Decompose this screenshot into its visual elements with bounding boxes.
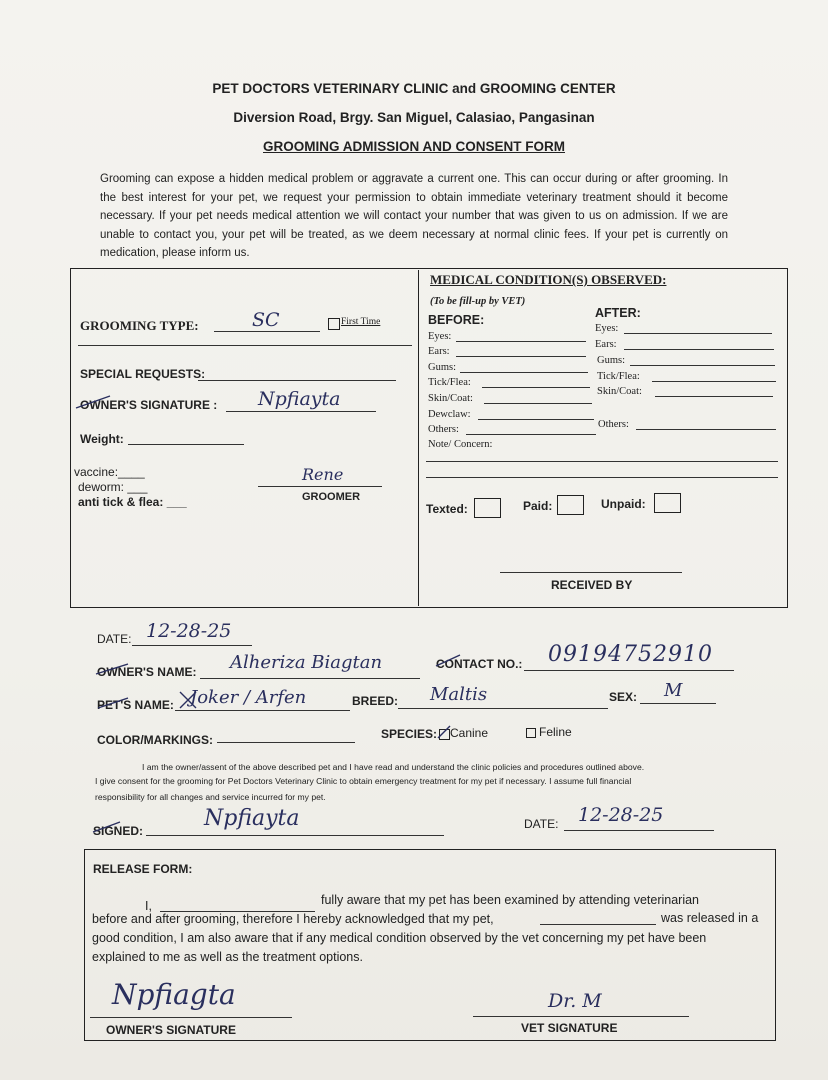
contact-value[interactable]: 09194752910: [548, 642, 713, 667]
release-text-3: good condition, I am also aware that if any medical condition observed by the vet concerning my pet have been: [92, 931, 707, 945]
release-text-2b: was released in a: [661, 911, 759, 925]
sex-value[interactable]: M: [664, 680, 683, 701]
clinic-name: PET DOCTORS VETERINARY CLINIC and GROOMING CENTER: [212, 81, 616, 96]
owner-signature-value[interactable]: Npfiayta: [258, 388, 341, 410]
after-label: AFTER:: [595, 306, 641, 320]
consent-line-3: responsibility for all changes and service incurred for my pet.: [95, 792, 326, 802]
clinic-address: Diversion Road, Brgy. San Miguel, Calasiao, Pangasinan: [233, 110, 595, 125]
after-item: Ears:: [595, 339, 617, 350]
after-item: Skin/Coat:: [597, 386, 642, 397]
after-item: Tick/Flea:: [597, 371, 640, 382]
received-by-label: RECEIVED BY: [551, 578, 633, 592]
before-item: Skin/Coat:: [428, 393, 473, 404]
release-owner-signature[interactable]: Npfiagta: [112, 978, 236, 1011]
before-item: Dewclaw:: [428, 409, 471, 420]
after-item: Eyes:: [595, 323, 619, 334]
before-item: Tick/Flea:: [428, 377, 471, 388]
consent-line-1: I am the owner/assent of the above described pet and I have read and understand the clinic policies and procedures outlined above.: [142, 762, 645, 772]
signed-value[interactable]: Npfiayta: [204, 806, 300, 831]
breed-value[interactable]: Maltis: [430, 684, 488, 705]
canine-label: Canine: [450, 726, 489, 740]
deworm-label: deworm: ___: [78, 480, 148, 494]
species-label: SPECIES:: [381, 727, 438, 741]
date-value[interactable]: 12-28-25: [146, 620, 232, 642]
medical-title: MEDICAL CONDITION(S) OBSERVED:: [430, 272, 667, 287]
before-item: Ears:: [428, 346, 450, 357]
owner-signature-label: OWNER'S SIGNATURE :: [80, 398, 218, 412]
date-label: DATE:: [97, 632, 132, 646]
form-title: GROOMING ADMISSION AND CONSENT FORM: [263, 139, 565, 154]
medical-subtitle: (To be fill-up by VET): [430, 296, 526, 307]
release-title: RELEASE FORM:: [93, 862, 193, 876]
release-text-4: explained to me as well as the treatment options.: [92, 950, 363, 964]
before-item: Others:: [428, 424, 459, 435]
vaccine-label: vaccine:____: [74, 465, 145, 479]
consent-date-value[interactable]: 12-28-25: [578, 804, 664, 826]
release-i-label: I,: [145, 899, 152, 913]
sex-label: SEX:: [609, 690, 638, 704]
pet-name-label: PET'S NAME:: [97, 698, 174, 712]
after-item: Others:: [598, 419, 629, 430]
breed-label: BREED:: [352, 694, 399, 708]
weight-label: Weight:: [80, 432, 124, 446]
owner-name-label: OWNER'S NAME:: [97, 665, 197, 679]
consent-line-2: I give consent for the grooming for Pet Doctors Veterinary Clinic to obtain emergency treatment for my pet if necessary. I assume full financial: [95, 776, 632, 786]
vet-sig-label: VET SIGNATURE: [521, 1021, 618, 1035]
grooming-type-value[interactable]: SC: [252, 309, 280, 331]
after-item: Gums:: [597, 355, 626, 366]
unpaid-label: Unpaid:: [601, 497, 646, 511]
first-time-label: First Time: [341, 317, 381, 327]
signed-label: SIGNED:: [93, 824, 144, 838]
release-text-1: fully aware that my pet has been examined by attending veterinarian: [321, 893, 700, 907]
contact-label: CONTACT NO.:: [436, 657, 523, 671]
owner-sig-label: OWNER'S SIGNATURE: [106, 1023, 236, 1037]
release-vet-signature[interactable]: Dr. M: [548, 990, 602, 1012]
texted-label: Texted:: [426, 502, 468, 516]
release-text-2a: before and after grooming, therefore I hereby acknowledged that my pet,: [92, 912, 494, 926]
paid-label: Paid:: [523, 499, 553, 513]
grooming-type-label: GROOMING TYPE:: [80, 318, 199, 333]
color-markings-label: COLOR/MARKINGS:: [97, 733, 213, 747]
groomer-value[interactable]: Rene: [302, 465, 344, 484]
special-requests-label: SPECIAL REQUESTS:: [80, 367, 206, 381]
intro-paragraph: Grooming can expose a hidden medical problem or aggravate a current one. This can occur during or after grooming. In the best interest for your pet, we request your permission to obtain immediate veterinary treatment should it become necessary. If your pet needs medical attention we will contact your number that was given to us on admission. If we are unable to contact you, your pet will be treated, as we deem necessary at normal clinic fees. If your pet is currently on medication, please inform us.: [100, 173, 728, 260]
pet-name-value[interactable]: Joker / Arfen: [190, 687, 307, 708]
note-label: Note/ Concern:: [428, 439, 493, 450]
before-label: BEFORE:: [428, 313, 485, 327]
before-item: Eyes:: [428, 331, 452, 342]
feline-label: Feline: [539, 725, 572, 739]
owner-name-value[interactable]: Alheriza Biagtan: [230, 652, 383, 673]
consent-date-label: DATE:: [524, 817, 559, 831]
antitick-label: anti tick & flea: ___: [78, 495, 187, 509]
before-item: Gums:: [428, 362, 457, 373]
groomer-label: GROOMER: [302, 491, 361, 503]
